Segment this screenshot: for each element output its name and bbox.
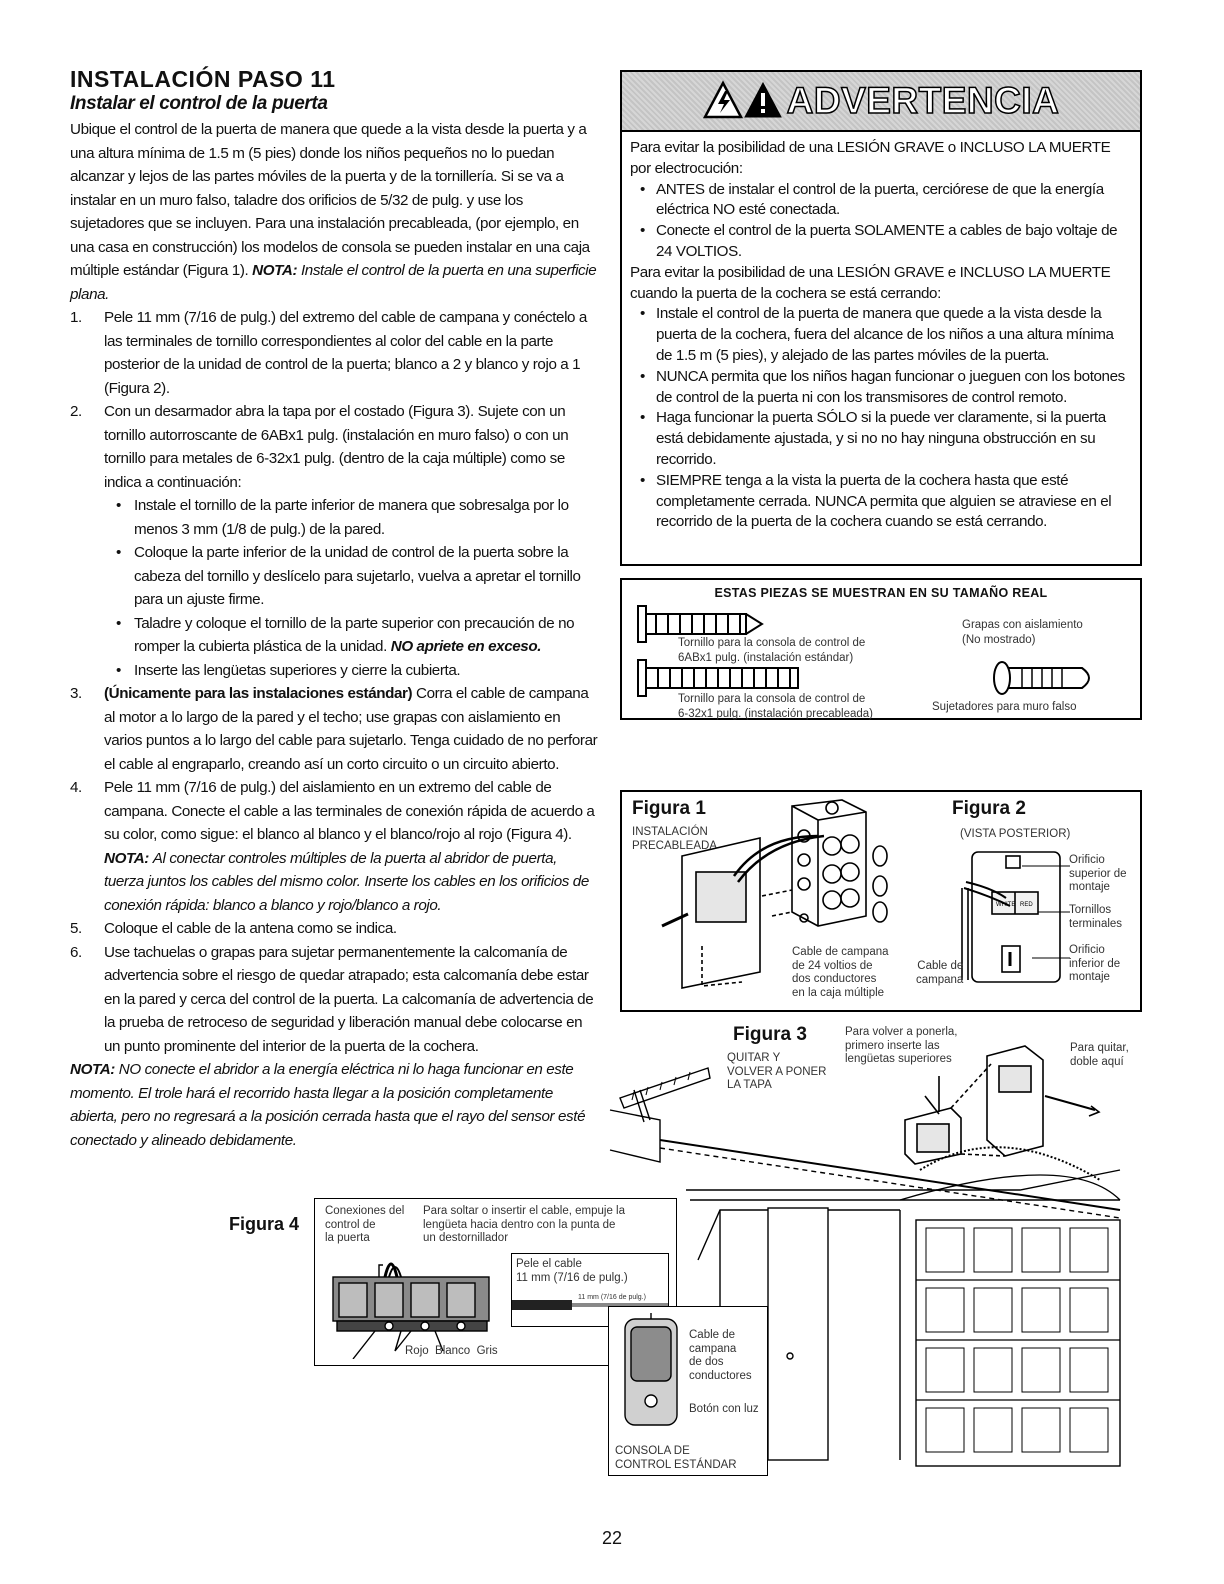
step-number: 5. [70, 920, 82, 937]
fig4-title: Figura 4 [229, 1214, 300, 1234]
step-4 [70, 776, 600, 917]
step-number: 6. [70, 943, 82, 961]
bullet: • Conecte el control de la puerta SOLAMENTE a cables de bajo voltaje de 24 VOLTIOS. [630, 221, 1132, 263]
fig1-title: Figura 1 [632, 798, 706, 819]
label-line: PRECABLEADA [632, 839, 718, 852]
step-nota-text: Al conectar controles múltiples de la puerta al abridor de puerta, tuerza juntos los cables del mismo color. Inserte los cables en los orificios de conexión rápida: blanco a blanco y rojo/blanco a rojo. [104, 849, 589, 914]
label-line: en la caja múltiple [792, 986, 885, 999]
label-line: Tornillo para la consola de control de [678, 693, 866, 705]
label-line: 11 mm (7/16 de pulg.) [516, 1271, 628, 1284]
bullet: • SIEMPRE tenga a la vista la puerta de la cochera hasta que esté completamente cerrada. NUNCA permita que alguien se atraviese en el recorrido de la puerta de la cochera cuando se está cerrando. [630, 471, 1132, 533]
bullet: • Inserte las lengüetas superiores y cierre la cubierta. [104, 659, 600, 683]
fig2-title: Figura 2 [952, 798, 1026, 819]
fig3-title: Figura 3 [733, 1024, 807, 1045]
step-6 [70, 941, 600, 1059]
console-cable-label [689, 1329, 752, 1383]
label-line: Cable de campana [792, 946, 889, 958]
step-3 [70, 682, 600, 776]
strip-gauge: 11 mm (7/16 de pulg.) [578, 1294, 646, 1301]
fig1-cable-label [792, 946, 889, 1000]
label-line: un destornillador [423, 1232, 509, 1244]
figures-1-2-box [620, 790, 1142, 1012]
label-line: de dos [689, 1356, 724, 1368]
label-line: LA TAPA [727, 1079, 772, 1091]
warning-paragraph: Para evitar la posibilidad de una LESIÓN GRAVE e INCLUSO LA MUERTE cuando la puerta de la cochera se está cerrando: [630, 263, 1111, 302]
steps-list [70, 306, 600, 1058]
step-2 [70, 400, 600, 682]
door-control-console-icon [619, 1313, 689, 1433]
step-number: 1. [70, 309, 82, 326]
step-number: 2. [70, 403, 82, 420]
bullet: • ANTES de instalar el control de la puerta, cerciórese de que la energía eléctrica NO esté conectada. [630, 180, 1132, 222]
label-line: de 24 voltios de [792, 959, 873, 972]
fig4-release-label [423, 1205, 625, 1246]
page-number: 22 [601, 1528, 623, 1548]
no-overtighten: NO apriete en exceso. [390, 638, 542, 655]
staples-label [962, 618, 1083, 648]
label-line: Pele el cable [516, 1258, 582, 1270]
bullet [104, 612, 600, 659]
step-nota-label: NOTA: [104, 849, 149, 867]
label-line: Grapas con aislamiento [962, 619, 1083, 631]
label-line: 6-32x1 pulg. (instalación precableada) [678, 708, 873, 720]
page-title: INSTALACIÓN PASO 11 [70, 66, 336, 92]
label-line: superior de [1069, 867, 1127, 880]
label-line: Cable de [689, 1329, 736, 1341]
label-line: Orificio [1069, 944, 1105, 956]
fig2-cable-label [916, 960, 963, 987]
label-line: Tornillos [1069, 904, 1112, 916]
wall-anchor-icon [992, 658, 1102, 698]
intro-text: Ubique el control de la puerta de manera que quede a la vista desde la puerta y a una altura mínima de 1.5 m (5 pies) donde los niños pequeños no lo puedan alcanzar y lejos de las partes móviles de la puerta y de la tornillería. Si se va a instalar en un muro falso, taladre dos orificios de 5/32 de pulg. y use los sujetadores que se incluyen. Para una instalación precableada, (por ejemplo, en una casa en construcción) los modelos de consola se pueden instalar en una caja múltiple estándar (Figura 1). [70, 121, 590, 279]
parts-box [620, 578, 1142, 720]
section-subtitle: Instalar el control de la puerta [70, 93, 328, 114]
screw-632-label [678, 692, 873, 722]
final-nota-text: NO conecte el abridor a la energía eléctrica ni lo haga funcionar en este momento. El trole hará el recorrido hasta llegar a la posición completamente abierta, pero no regresará a la posición cerrada hasta que el rayo del sensor esté conectado y alineado debidamente. [70, 1061, 586, 1149]
strip-label [516, 1258, 628, 1285]
step-2-bullets [104, 494, 600, 682]
label-line: Para soltar o insertir el cable, empuje la [423, 1205, 625, 1217]
label-line: conductores [689, 1369, 752, 1382]
warning-paragraph: Para evitar la posibilidad de una LESIÓN GRAVE o INCLUSO LA MUERTE por electrocución: [630, 139, 1111, 177]
step-bold: (Únicamente para las instalaciones estándar) [104, 685, 413, 702]
wire-insulation [512, 1300, 572, 1310]
bullet: • Instale el control de la puerta de manera que quede a la vista desde la puerta de la cochera, fuera del alcance de los niños a una altura mínima de 1.5 m (5 pies), y alejado de las partes móviles de la puerta. [630, 304, 1132, 366]
intro-nota-label: NOTA: [252, 262, 298, 279]
fig2-top-hole-label [1069, 854, 1127, 895]
intro-nota-text: Instale el control de la puerta en una superficie plana. [70, 262, 597, 303]
step-text: Pele 11 mm (7/16 de pulg.) del aislamiento en un extremo del cable de campana. Conecte el cable a las terminales de conexión rápida de acuerdo a su color, como sigue: el blanco al blanco y el blanco/rojo al rojo (Figura 4). [104, 779, 595, 843]
lighted-button-label: Botón con luz [689, 1403, 759, 1415]
bullet: • Haga funcionar la puerta SÓLO si la puede ver claramente, si la puerta está debidamente ajustada, y si no no hay ninguna obstrucción en su recorrido. [630, 408, 1132, 470]
label-line: Para volver a ponerla, [845, 1026, 958, 1038]
label-line: QUITAR Y [727, 1052, 781, 1064]
white-terminal-label: WHITE [996, 902, 1016, 908]
console-label [615, 1445, 737, 1472]
warning-title: ADVERTENCIA [786, 80, 1060, 121]
fig2-subtitle: (VISTA POSTERIOR) [960, 828, 1071, 840]
parts-title: ESTAS PIEZAS SE MUESTRAN EN SU TAMAÑO REAL [714, 586, 1048, 600]
bullet: • NUNCA permita que los niños hagan funcionar o jueguen con los botones de control de la puerta ni con los transmisores de control remoto. [630, 367, 1132, 409]
label-line: (No mostrado) [962, 634, 1036, 646]
fig4-connections-label [325, 1205, 404, 1246]
label-line: montaje [1069, 881, 1110, 893]
label-line: dos conductores [792, 973, 877, 985]
label-line: la puerta [325, 1232, 370, 1244]
intro-paragraph [70, 118, 600, 306]
label-line: primero inserte las [845, 1039, 940, 1052]
fig4-colors-label: Rojo Blanco Gris [405, 1345, 498, 1357]
label-line: CONSOLA DE [615, 1445, 690, 1457]
instructions-column [70, 66, 600, 1152]
step-number: 3. [70, 685, 82, 702]
step-5 [70, 917, 600, 941]
label-line: terminales [1069, 917, 1123, 930]
final-nota [70, 1058, 600, 1152]
label-line: Cable de [917, 960, 964, 972]
label-line: doble aquí [1070, 1055, 1124, 1068]
fig2-leader-lines [1018, 852, 1074, 972]
warning-triangle-icon [703, 79, 787, 123]
warning-box [620, 70, 1142, 566]
step-1 [70, 306, 600, 400]
label-line: lengüeta hacia dentro con la punta de [423, 1218, 616, 1231]
step-text: Use tachuelas o grapas para sujetar permanentemente la calcomanía de advertencia sobre el riesgo de quedar atrapado; esta calcomanía debe estar en la pared y cerca del control de la puerta. La calcomanía de advertencia de la prueba de retroceso de seguridad y liberación manual debe colocarse en un punto prominente del interior de la puerta de la cochera. [104, 943, 594, 1055]
bullet: • Coloque la parte inferior de la unidad de control de la puerta sobre la cabeza del tornillo y deslícelo para sujetarlo, vuelva a apretar el tornillo para un ajuste firme. [104, 541, 600, 612]
console-callout [608, 1306, 768, 1476]
bullet: • Instale el tornillo de la parte inferior de manera que sobresalga por lo menos 3 mm (1/8 de pulg.) de la pared. [104, 494, 600, 541]
screw-6ab-label [678, 636, 865, 666]
bullet-text: Taladre y coloque el tornillo de la parte superior con precaución de no romper la cubierta plástica de la unidad. [134, 614, 575, 655]
label-line: control de [325, 1218, 376, 1231]
label-line: CONTROL ESTÁNDAR [615, 1458, 737, 1471]
warning-body [622, 132, 1140, 533]
step-text: Con un desarmador abra la tapa por el costado (Figura 3). Sujete con un tornillo autorroscante de 6ABx1 pulg. (instalación en muro falso) o con un tornillo para metales de 6-32x1 pulg. (dentro de la caja múltiple) como se indica a continuación: [104, 403, 569, 491]
label-line: montaje [1069, 971, 1110, 983]
quick-connect-terminal-illustration [325, 1247, 505, 1359]
label-line: lengüetas superiores [845, 1053, 952, 1065]
step-text: Pele 11 mm (7/16 de pulg.) del extremo del cable de campana y conéctelo a las terminales de tornillo correspondientes al color del cable en la parte posterior de la unidad de control de la puerta; blanco a 2 y blanco y rojo a 1 (Figura 2). [104, 309, 587, 397]
warning-bullets [630, 304, 1132, 533]
label-line: VOLVER A PONER [727, 1065, 827, 1078]
anchors-label: Sujetadores para muro falso [932, 701, 1077, 713]
label-line: INSTALACIÓN [632, 826, 708, 838]
warning-header [622, 72, 1140, 132]
label-line: inferior de [1069, 957, 1121, 970]
label-line: Conexiones del [325, 1205, 405, 1217]
fig2-bottom-hole-label [1069, 944, 1120, 985]
step-number: 4. [70, 779, 82, 796]
label-line: campana [916, 973, 964, 986]
warning-bullets [630, 180, 1132, 263]
label-line: Para quitar, [1070, 1042, 1129, 1054]
final-nota-label: NOTA: [70, 1061, 115, 1078]
step-text: Coloque el cable de la antena como se indica. [104, 920, 397, 937]
label-line: 6ABx1 pulg. (instalación estándar) [678, 652, 854, 664]
red-terminal-label: RED [1020, 902, 1033, 908]
label-line: campana [689, 1342, 737, 1355]
label-line: Orificio [1069, 854, 1105, 866]
fig2-terminals-label [1069, 904, 1122, 931]
label-line: Tornillo para la consola de control de [678, 637, 866, 649]
step-text: Corra el cable de campana al motor a lo largo de la pared y el techo; use grapas con aislamiento en varios puntos a lo largo del cable para sujetarlo. Tenga cuidado de no perforar el cable al engraparlo, creando así un corto circuito o un circuito abierto. [104, 685, 598, 773]
